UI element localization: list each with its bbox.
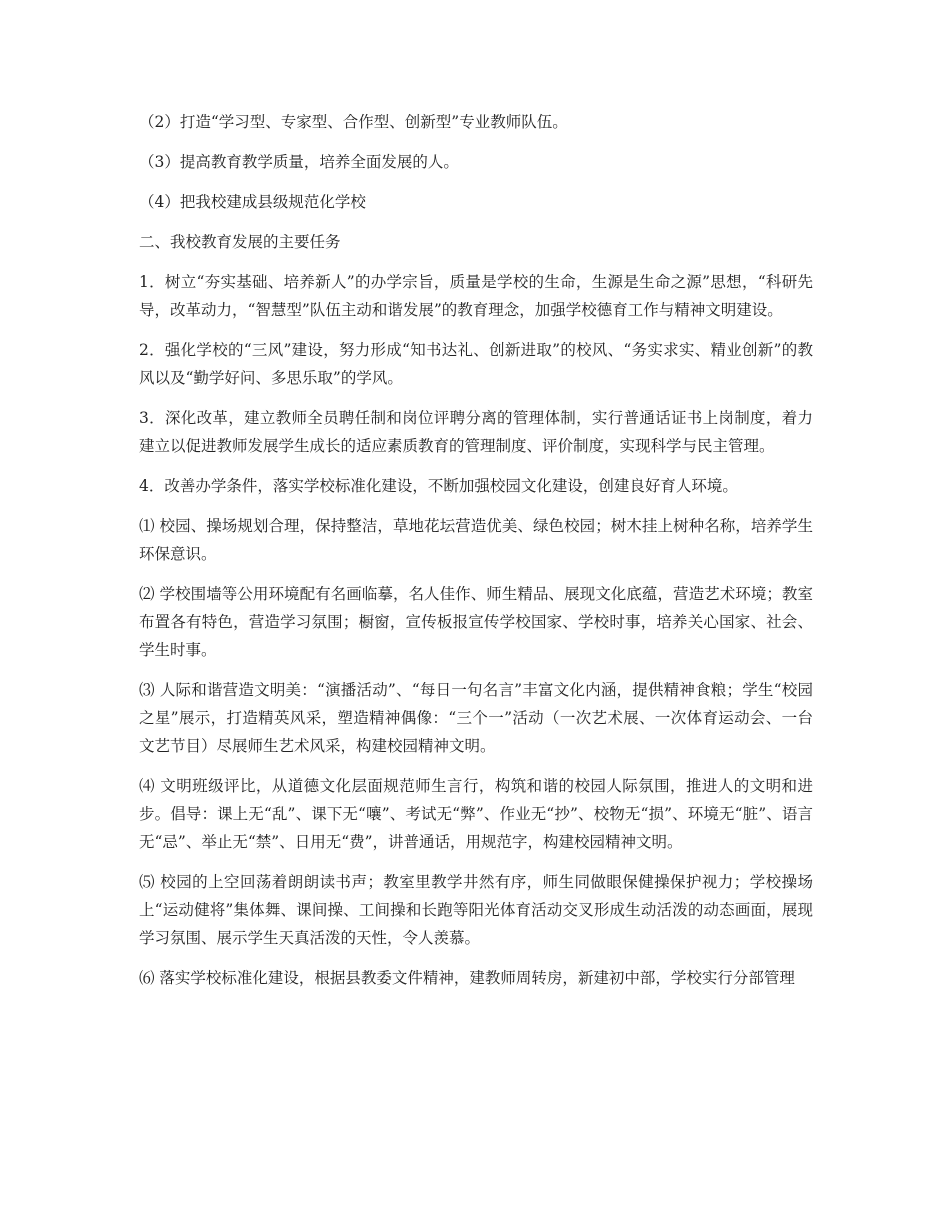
- section-heading: 二、我校教育发展的主要任务: [139, 233, 341, 251]
- subtask-item-6: ⑹ 落实学校标准化建设，根据县教委文件精神，建教师周转房，新建初中部，学校实行分部管理: [139, 969, 795, 987]
- subtask-item-1: ⑴ 校园、操场规划合理，保持整洁，草地花坛营造优美、绿色校园；树木挂上树种名称，培养学生环保意识。: [139, 517, 813, 563]
- goal-item-2: （2）打造“学习型、专家型、合作型、创新型”专业教师队伍。: [139, 113, 568, 131]
- goal-item-4: （4）把我校建成县级规范化学校: [139, 193, 366, 211]
- task-item-2: 2．强化学校的“三风”建设，努力形成“知书达礼、创新进取”的校风、“务实求实、精业创新”的教风以及“勤学好问、多思乐取”的学风。: [139, 341, 813, 387]
- task-item-4: 4．改善办学条件，落实学校标准化建设，不断加强校园文化建设，创建良好育人环境。: [139, 477, 738, 495]
- task-item-1: 1．树立“夯实基础、培养新人”的办学宗旨，质量是学校的生命，生源是生命之源”思想，“科研先导，改革动力，“智慧型”队伍主动和谐发展”的教育理念，加强学校德育工作与精神文明建设。: [139, 273, 813, 319]
- subtask-item-2: ⑵ 学校围墙等公用环境配有名画临摹，名人佳作、师生精品、展现文化底蕴，营造艺术环境；教室布置各有特色，营造学习氛围；橱窗，宣传板报宣传学校国家、学校时事，培养关心国家、社会、学生时事。: [139, 585, 813, 659]
- subtask-item-5: ⑸ 校园的上空回荡着朗朗读书声；教室里教学井然有序，师生同做眼保健操保护视力；学校操场上“运动健将”集体舞、课间操、工间操和长跑等阳光体育活动交叉形成生动活泼的动态画面，展现学习氛围、展示学生天真活泼的天性，令人羡慕。: [139, 873, 813, 947]
- task-item-3: 3．深化改革，建立教师全员聘任制和岗位评聘分离的管理体制，实行普通话证书上岗制度，着力建立以促进教师发展学生成长的适应素质教育的管理制度、评价制度，实现科学与民主管理。: [139, 409, 813, 455]
- document-page: [139, 108, 813, 1004]
- subtask-item-3: ⑶ 人际和谐营造文明美：“演播活动”、“每日一句名言”丰富文化内涵，提供精神食粮；学生“校园之星”展示，打造精英风采，塑造精神偶像：“三个一”活动（一次艺术展、一次体育运动会、一台文艺节目）尽展师生艺术风采，构建校园精神文明。: [139, 681, 813, 755]
- subtask-item-4: ⑷ 文明班级评比，从道德文化层面规范师生言行，构筑和谐的校园人际氛围，推进人的文明和进步。倡导：课上无“乱”、课下无“嚷”、考试无“弊”、作业无“抄”、校物无“损”、环境无“脏”、语言无“忌”、举止无“禁”、日用无“费”，讲普通话，用规范字，构建校园精神文明。: [139, 777, 813, 851]
- goal-item-3: （3）提高教育教学质量，培养全面发展的人。: [139, 153, 459, 171]
